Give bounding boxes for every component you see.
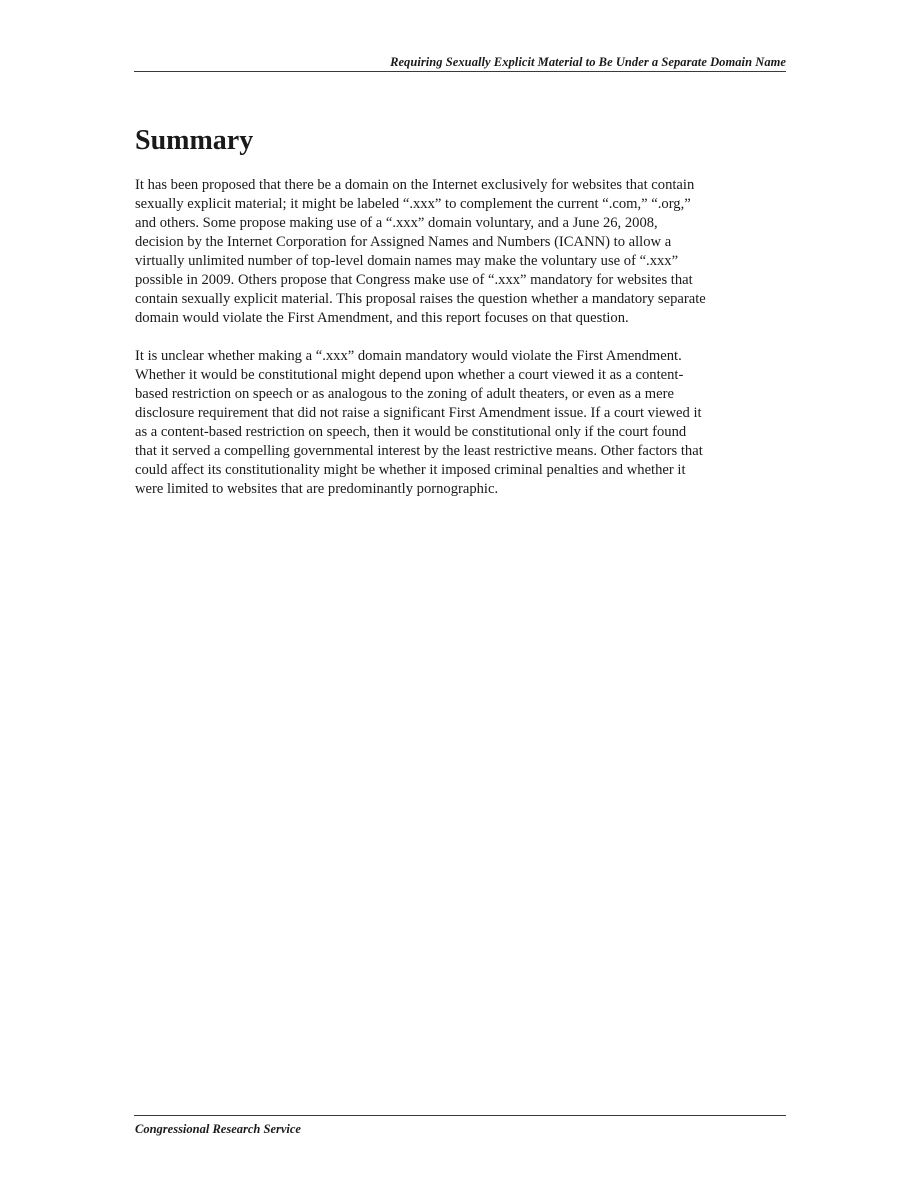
header-divider <box>134 71 786 72</box>
footer-source: Congressional Research Service <box>135 1122 301 1136</box>
running-header-title: Requiring Sexually Explicit Material to Be Under a Separate Domain Name <box>390 55 786 69</box>
section-title: Summary <box>135 125 254 156</box>
summary-paragraph-2: It is unclear whether making a “.xxx” domain mandatory would violate the First Amendment. Whether it would be constitutional might depend upon whether a court viewed it as a content- based restriction on speech or as analogous to the zoning of adult theaters, or even as a mere disclosure requirement that did not raise a significant First Amendment issue. If a court viewed it as a content-based restriction on speech, then it would be constitutional only if the court found that it served a compelling governmental interest by the least restrictive means. Other factors that could affect its constitutionality might be whether it imposed criminal penalties and whether it were limited to websites that are predominantly pornographic. <box>135 348 703 497</box>
footer-divider <box>134 1115 786 1116</box>
summary-paragraph-1: It has been proposed that there be a domain on the Internet exclusively for websites that contain sexually explicit material; it might be labeled “.xxx” to complement the current “.com,” “.org,” and others. Some propose making use of a “.xxx” domain voluntary, and a June 26, 2008, decision by the Internet Corporation for Assigned Names and Numbers (ICANN) to allow a virtually unlimited number of top-level domain names may make the voluntary use of “.xxx” possible in 2009. Others propose that Congress make use of “.xxx” mandatory for websites that contain sexually explicit material. This proposal raises the question whether a mandatory separate domain would violate the First Amendment, and this report focuses on that question. <box>135 177 706 326</box>
summary-body <box>135 176 795 518</box>
